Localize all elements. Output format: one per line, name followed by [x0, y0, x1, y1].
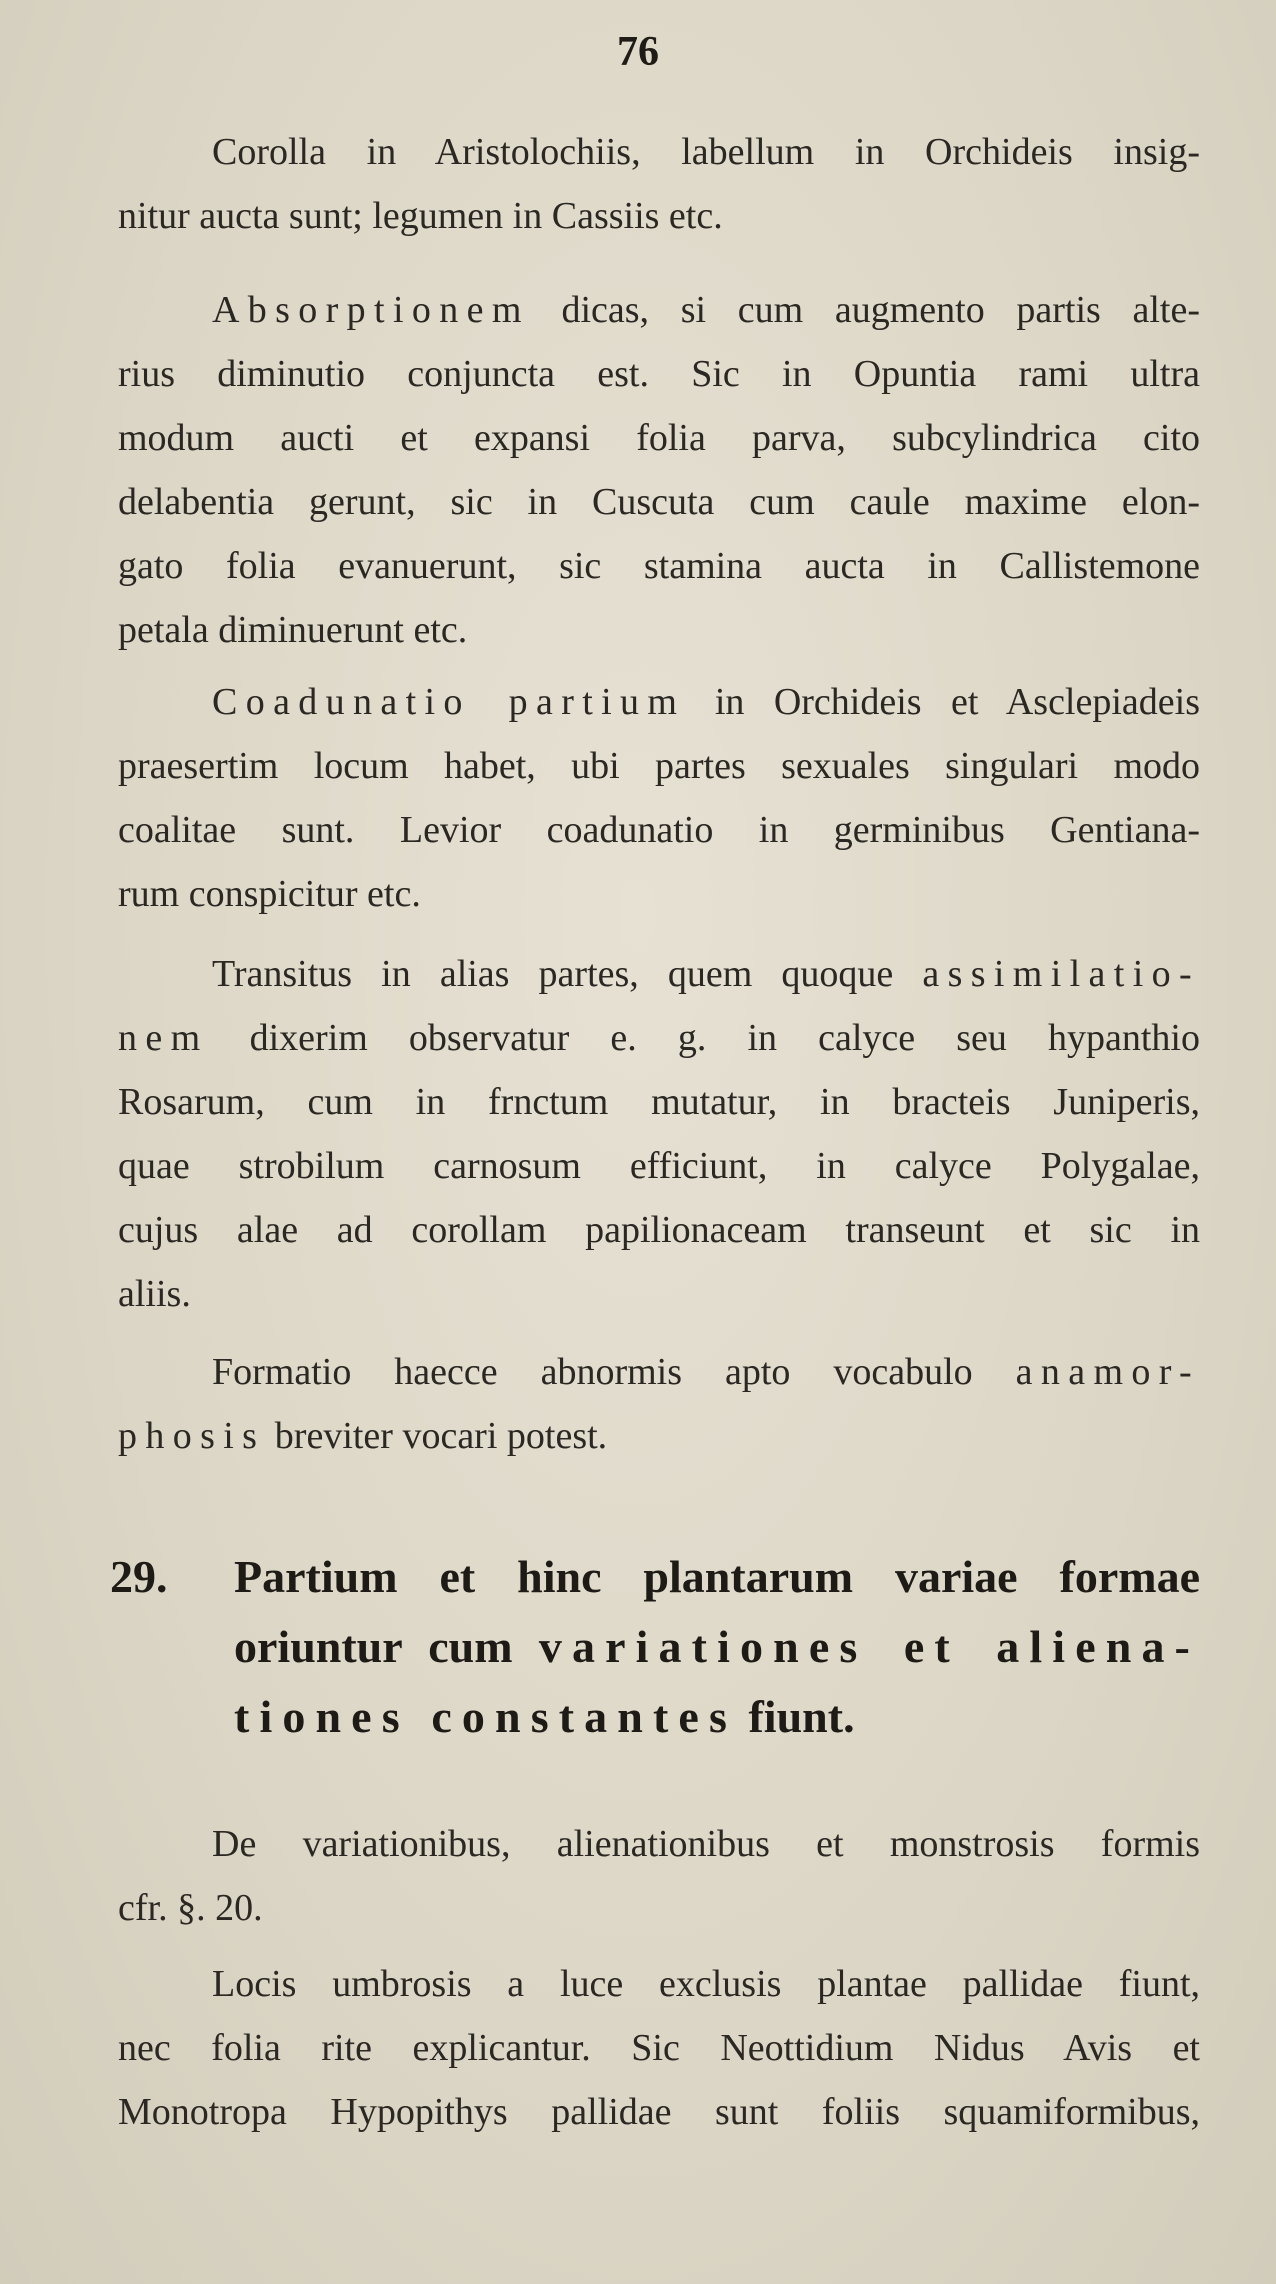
page-number: 76 [617, 29, 659, 75]
section-paragraph-2 [118, 1952, 1200, 2144]
text-line: De variationibus, alienationibus et monstrosis formis [212, 1823, 1200, 1865]
text-line [118, 942, 1200, 1006]
paragraph-3 [118, 670, 1200, 926]
text-run: oriuntur cum [234, 1621, 539, 1672]
paragraph-2 [118, 278, 1200, 662]
heading-line [110, 1682, 1200, 1752]
text-run: fiunt. [736, 1691, 855, 1742]
text-run: dixerim observatur e. g. in calyce seu hypanthio [208, 1017, 1200, 1059]
text-line: petala diminuerunt etc. [118, 609, 468, 651]
text-line [118, 1006, 1200, 1070]
text-run: in Orchideis et Asclepiadeis [685, 681, 1200, 723]
spaced-term: assimilatio- [922, 953, 1200, 995]
text-line [118, 278, 1200, 342]
heading-line [110, 1612, 1200, 1682]
text-line: Monotropa Hypopithys pallidae sunt foliis squamiformibus, [118, 2091, 1200, 2133]
text-line [118, 1340, 1200, 1404]
text-line: Locis umbrosis a luce exclusis plantae pallidae fiunt, [212, 1963, 1200, 2005]
text-line: coalitae sunt. Levior coadunatio in germinibus Gentiana- [118, 809, 1200, 851]
section-heading [110, 1542, 1200, 1752]
text-line: rum conspicitur etc. [118, 873, 421, 915]
text-line: quae strobilum carnosum efficiunt, in calyce Polygalae, [118, 1145, 1200, 1187]
text-line: nec folia rite explicantur. Sic Neottidium Nidus Avis et [118, 2027, 1200, 2069]
text-line: Rosarum, cum in frnctum mutatur, in bracteis Juniperis, [118, 1081, 1200, 1123]
text-run: dicas, si cum augmento partis alte- [529, 289, 1200, 331]
section-number: 29. [110, 1551, 168, 1602]
spaced-term: phosis [118, 1415, 266, 1457]
paragraph-4 [118, 942, 1200, 1326]
spaced-term: tiones constantes [234, 1691, 737, 1742]
text-run: Transitus in alias partes, quem quoque [212, 953, 923, 995]
text-line: Corolla in Aristolochiis, labellum in Orchideis insig- [212, 131, 1200, 173]
text-line: nitur aucta sunt; legumen in Cassiis etc. [118, 195, 723, 237]
spaced-term: Coadunatio partium [212, 681, 686, 723]
spaced-term: anamor- [1015, 1351, 1200, 1393]
text-line [118, 1404, 1200, 1468]
heading-line: Partium et hinc plantarum variae formae [234, 1551, 1200, 1602]
text-line: rius diminutio conjuncta est. Sic in Opuntia rami ultra [118, 353, 1200, 395]
text-line: aliis. [118, 1273, 191, 1315]
text-line: cujus alae ad corollam papilionaceam transeunt et sic in [118, 1209, 1200, 1251]
spaced-term: variationes et aliena- [538, 1621, 1200, 1672]
text-line [118, 670, 1200, 734]
text-line: modum aucti et expansi folia parva, subcylindrica cito [118, 417, 1200, 459]
text-line: delabentia gerunt, sic in Cuscuta cum caule maxime elon- [118, 481, 1200, 523]
text-line: gato folia evanuerunt, sic stamina aucta in Callistemone [118, 545, 1200, 587]
text-line: cfr. §. 20. [118, 1887, 263, 1929]
text-run: Formatio haecce abnormis apto vocabulo [212, 1351, 1016, 1393]
text-run: breviter vocari potest. [265, 1415, 608, 1457]
section-paragraph-1 [118, 1812, 1200, 1940]
text-line: praesertim locum habet, ubi partes sexuales singulari modo [118, 745, 1200, 787]
paragraph-5 [118, 1340, 1200, 1468]
spaced-term: nem [118, 1017, 209, 1059]
paragraph-1 [118, 120, 1200, 248]
spaced-term: Absorptionem [212, 289, 530, 331]
